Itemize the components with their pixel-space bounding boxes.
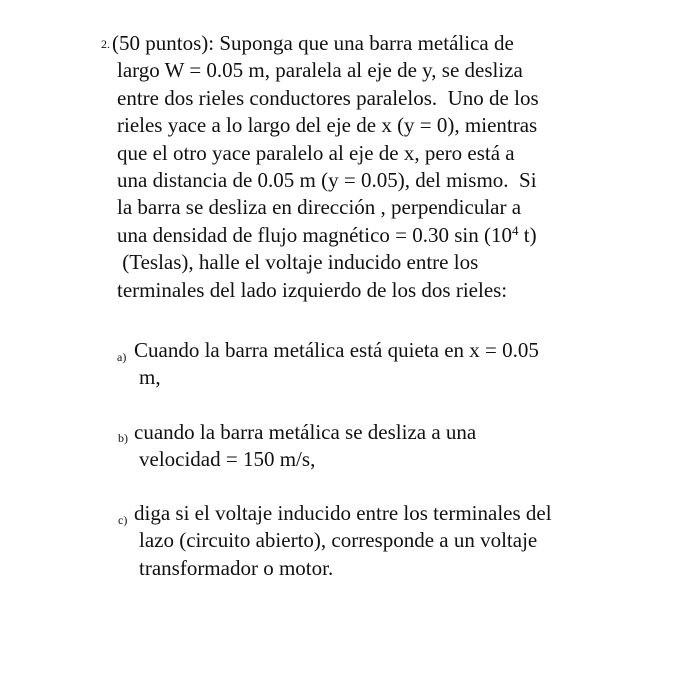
flux-line-before: una densidad de flujo magnético = 0.30 sin (10: [117, 222, 513, 247]
problem-body: [112, 30, 617, 304]
flux-density-line: [117, 222, 617, 249]
item-text-c: [134, 500, 639, 582]
item-line: transformador o motor.: [139, 555, 334, 580]
item-line: cuando la barra metálica se desliza a una: [134, 420, 477, 444]
item-line: m,: [139, 365, 161, 390]
problem-line: la barra se desliza en dirección , perpendicular a: [117, 195, 522, 220]
problem-line: (Teslas), halle el voltaje inducido entre los: [117, 250, 479, 275]
item-marker-b: b): [118, 431, 128, 445]
item-line: lazo (circuito abierto), corresponde a un voltaje: [139, 528, 538, 553]
item-marker-a: a): [117, 350, 127, 364]
item-line: Cuando la barra metálica está quieta en x = 0.05: [134, 338, 539, 362]
problem-line: rieles yace a lo largo del eje de x (y = 0), mientras: [117, 113, 538, 138]
problem-number: 2.: [101, 37, 110, 51]
problem-line: (50 puntos): Suponga que una barra metálica de: [112, 31, 514, 55]
problem-line: entre dos rieles conductores paralelos. Uno de los: [117, 85, 539, 110]
flux-line-after: t): [518, 222, 537, 247]
item-text-b: [134, 419, 639, 474]
item-text-a: [134, 337, 639, 392]
problem-line: terminales del lado izquierdo de los dos rieles:: [117, 277, 508, 302]
flux-exponent: 4: [512, 222, 519, 238]
problem-line: que el otro yace paralelo al eje de x, pero está a: [117, 140, 515, 165]
problem-line: largo W = 0.05 m, paralela al eje de y, se desliza: [117, 58, 523, 83]
item-line: diga si el voltaje inducido entre los terminales del: [134, 501, 552, 525]
problem-line: una distancia de 0.05 m (y = 0.05), del mismo. Si: [117, 168, 537, 193]
item-line: velocidad = 150 m/s,: [139, 447, 316, 472]
item-marker-c: c): [118, 513, 128, 527]
